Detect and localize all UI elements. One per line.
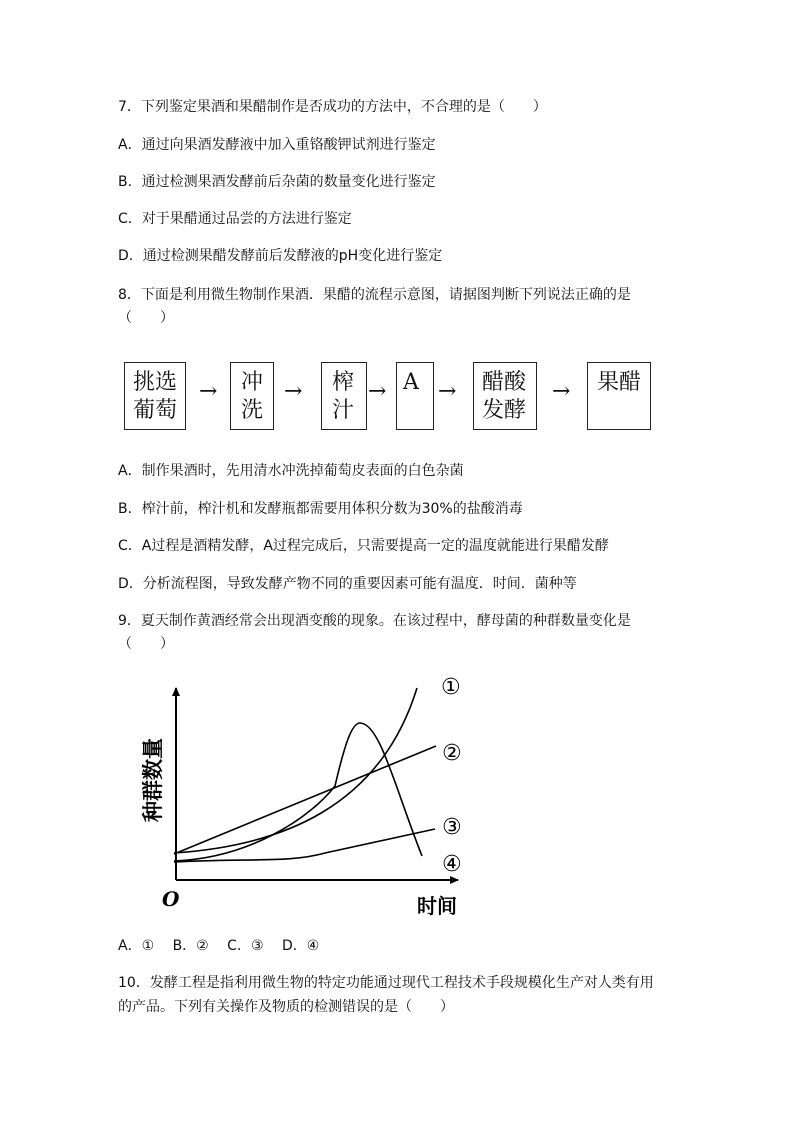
- flow-arrow: →: [284, 379, 303, 404]
- q8-option-c: C．A过程是酒精发酵，A过程完成后，只需要提高一定的温度就能进行果醋发酵: [118, 538, 609, 554]
- process-flowchart: [124, 362, 652, 434]
- q8-option-d: D．分析流程图，导致发酵产物不同的重要因素可能有温度．时间．菌种等: [118, 576, 577, 592]
- q9-stem-cont: （ ）: [118, 636, 174, 652]
- q8-stem-cont: （ ）: [118, 310, 174, 326]
- flow-step-juice: 榨 汁: [321, 362, 367, 430]
- flow-step-vinegar: 果醋: [587, 362, 651, 430]
- q10-stem-line1: 10．发酵工程是指利用微生物的特定功能通过现代工程技术手段规模化生产对人类有用: [118, 975, 654, 991]
- flow-arrow: →: [438, 379, 457, 404]
- q7-option-a: A．通过向果酒发酵液中加入重铬酸钾试剂进行鉴定: [118, 137, 436, 153]
- y-axis-label-text: 种群数量: [140, 738, 165, 822]
- curve-1: [174, 688, 417, 853]
- q10-stem-line2: 的产品。下列有关操作及物质的检测错误的是（ ）: [118, 999, 454, 1015]
- flow-step-acetic-fermentation: 醋酸 发酵: [473, 362, 537, 430]
- q7-stem: 7．下列鉴定果酒和果醋制作是否成功的方法中，不合理的是（ ）: [118, 99, 547, 115]
- q9-options: A．① B．② C．③ D．④: [118, 938, 320, 954]
- q8-option-b: B．榨汁前，榨汁机和发酵瓶都需要用体积分数为30%的盐酸消毒: [118, 501, 523, 517]
- curve-label-2: ②: [442, 741, 462, 766]
- curve-label-1: ①: [441, 675, 461, 700]
- q7-option-c: C．对于果醋通过品尝的方法进行鉴定: [118, 211, 352, 227]
- q8-option-a: A．制作果酒时，先用清水冲洗掉葡萄皮表面的白色杂菌: [118, 463, 464, 479]
- curve-label-3: ③: [442, 815, 462, 840]
- q8-stem: 8．下面是利用微生物制作果酒．果醋的流程示意图，请据图判断下列说法正确的是: [118, 287, 631, 303]
- population-graph: [130, 668, 476, 918]
- q7-option-d: D．通过检测果醋发酵前后发酵液的pH变化进行鉴定: [118, 248, 443, 264]
- flow-arrow: →: [368, 379, 387, 404]
- flow-arrow: →: [199, 379, 218, 404]
- curve-3: [174, 829, 435, 862]
- q7-option-b: B．通过检测果酒发酵前后杂菌的数量变化进行鉴定: [118, 174, 436, 190]
- x-axis-label: 时间: [417, 894, 457, 918]
- origin-label: O: [162, 887, 180, 911]
- flow-arrow: →: [552, 379, 571, 404]
- flow-step-rinse: 冲 洗: [230, 362, 274, 430]
- flow-step-a: A: [396, 362, 434, 430]
- q9-stem: 9．夏天制作黄酒经常会出现酒变酸的现象。在该过程中，酵母菌的种群数量变化是: [118, 613, 631, 629]
- curve-label-4: ④: [442, 852, 462, 877]
- flow-step-select-grapes: 挑选 葡萄: [124, 362, 186, 430]
